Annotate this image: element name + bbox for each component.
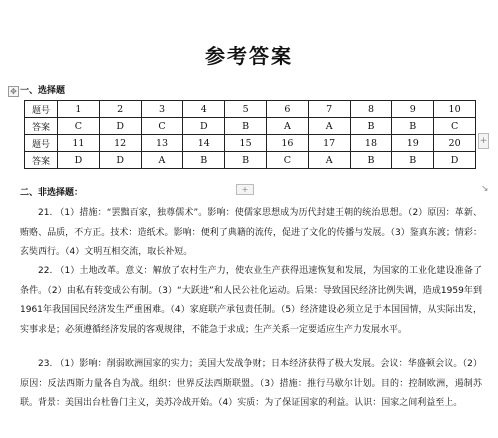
add-column-button[interactable]: + [478,133,489,149]
table-cell: A [308,152,350,169]
table-cell: 19 [392,135,434,152]
table-cell: D [434,152,476,169]
table-cell: 12 [99,135,141,152]
table-cell: 答案 [25,152,58,169]
table-cell: 15 [225,135,267,152]
table-cell: 11 [58,135,100,152]
table-cell: B [225,152,267,169]
table-cell: A [266,118,308,135]
table-cell: 18 [350,135,392,152]
table-cell: 6 [266,101,308,118]
answer-table [24,100,476,169]
table-cell: D [183,118,225,135]
table-cell: D [99,152,141,169]
table-cell: 8 [350,101,392,118]
table-cell: 5 [225,101,267,118]
table-cell: A [141,152,183,169]
table-row [25,135,476,152]
table-cell: 20 [434,135,476,152]
section-nonchoice-heading: 二、非选择题： [20,188,84,198]
answer-23: 23. （1）影响：削弱欧洲国家的实力；美国大发战争财；日本经济获得了极大发展。会议：华盛顿会议。（2）原因：反法西斯力量各自为战。组织：世界反法西斯联盟。（3）措施：推行马歇尔计划。目的：控制欧洲，遏制苏联。背景：美国出台杜鲁门主义，美苏冷战开始。（4）实质：为了保证国家的利益。认识：国家之间利益至上。 [20,359,482,408]
answer-21: 21. （1）措施：“罢黜百家，独尊儒术”。影响：使儒家思想成为历代封建王朝的统治思想。（2）原因：革新、贿赂、品质，不方正。技术：造纸术。影响：便利了典籍的流传，促进了文化的传播与发展。（3）鉴真东渡；情彩：玄奘西行。（4）文明互相交流，取长补短。 [20,208,482,257]
table-cell: 题号 [25,101,58,118]
table-cell: 4 [183,101,225,118]
table-cell: B [225,118,267,135]
table-cell: B [350,152,392,169]
section-choice-heading: 一、选择题 [20,86,66,96]
table-cell: C [266,152,308,169]
table-cell: 题号 [25,135,58,152]
table-cell: B [392,118,434,135]
table-cell: B [183,152,225,169]
table-cell: 7 [308,101,350,118]
table-cell: 16 [266,135,308,152]
table-cell: C [58,118,100,135]
table-cell: C [141,118,183,135]
table-row [25,118,476,135]
table-cell: 10 [434,101,476,118]
table-row [25,101,476,118]
table-cell: 13 [141,135,183,152]
add-row-button[interactable]: + [236,184,254,195]
table-cell: B [392,152,434,169]
table-cell: D [99,118,141,135]
table-resize-handle[interactable]: ↘ [481,184,489,194]
table-cell: D [58,152,100,169]
table-cell: B [350,118,392,135]
table-cell: 9 [392,101,434,118]
table-cell: 2 [99,101,141,118]
table-cell: 1 [58,101,100,118]
table-cell: 答案 [25,118,58,135]
answer-22: 22. （1）土地改革。意义：解放了农村生产力，使农业生产获得迅速恢复和发展，为国家的工业化建设准备了条件。（2）由私有转变成公有制。（3）“大跃进”和人民公社化运动。后果：导致国民经济比例失调，造成1959年到1961年我国国民经济发生严重困难。（4）家庭联产承包责任制。（5）经济建设必须立足于本国国情，从实际出发，实事求是；必须遵循经济发展的客观规律，不能急于求成；生产关系一定要适应生产力发展水平。 [20,266,482,335]
table-cell: 17 [308,135,350,152]
table-move-handle[interactable]: ✥ [8,86,19,97]
table-cell: C [434,118,476,135]
table-cell: 3 [141,101,183,118]
table-cell: 14 [183,135,225,152]
table-row [25,152,476,169]
page-title: 参考答案 [205,44,293,68]
table-cell: A [308,118,350,135]
